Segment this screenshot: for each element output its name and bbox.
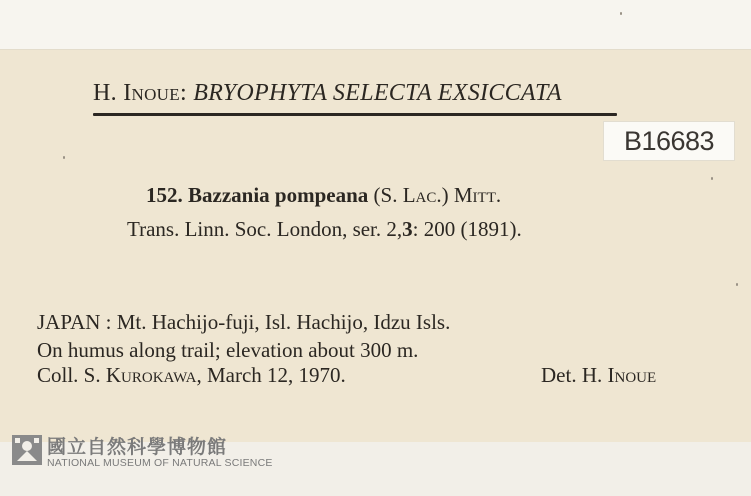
determiner-name: Inoue — [607, 363, 657, 387]
museum-name-chinese: 國立自然科學博物館 — [47, 436, 228, 458]
determiner-line — [541, 363, 656, 388]
collection-prefix: Coll. S. — [37, 363, 106, 387]
title-rule — [93, 113, 617, 116]
locality-line-2: On humus along trail; elevation about 300 m. — [37, 338, 419, 362]
museum-name-english: NATIONAL MUSEUM OF NATURAL SCIENCE — [47, 457, 273, 469]
citation-line — [127, 217, 522, 242]
series-title — [93, 80, 623, 107]
speck — [711, 177, 713, 180]
locality-line-1: JAPAN : Mt. Hachijo-fuji, Isl. Hachijo, Idzu Isls. — [37, 310, 451, 334]
collection-line — [37, 363, 346, 388]
citation-volume: 3 — [402, 217, 413, 241]
specimen-name-line — [146, 183, 501, 208]
specimen-taxon: Bazzania pompeana — [188, 183, 369, 207]
series-separator: : — [179, 80, 194, 106]
top-background-strip — [0, 0, 751, 50]
catalog-number-label: B16683 — [603, 121, 735, 161]
citation-pre: Trans. Linn. Soc. London, ser. 2, — [127, 217, 403, 241]
series-name: BRYOPHYTA SELECTA EXSICCATA — [193, 80, 562, 106]
speck — [736, 283, 738, 286]
specimen-authority-1: (S. Lac.) — [373, 183, 449, 207]
collector-name: Kurokawa — [105, 363, 197, 387]
speck — [63, 156, 65, 159]
determiner-prefix: Det. H. — [541, 363, 608, 387]
citation-post: : 200 (1891). — [412, 217, 522, 241]
speck — [620, 12, 622, 15]
collection-date: , March 12, 1970. — [196, 363, 346, 387]
specimen-authority-2: Mitt. — [453, 183, 502, 207]
museum-logo-icon — [12, 435, 42, 465]
specimen-number: 152. — [146, 183, 183, 207]
series-collector: H. Inoue — [93, 80, 180, 106]
